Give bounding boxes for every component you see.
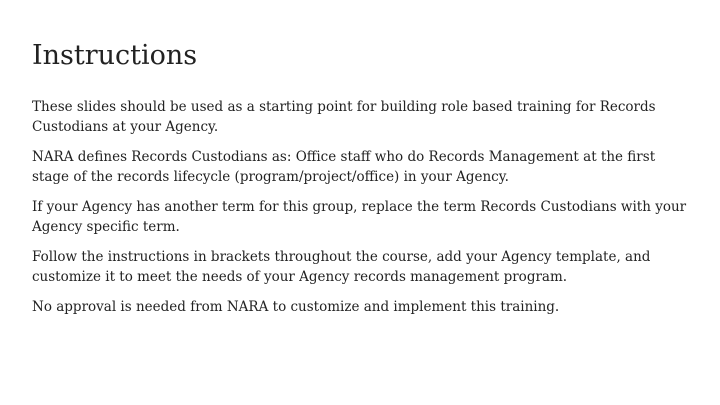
slide-body — [32, 97, 692, 327]
slide-title: Instructions — [32, 40, 198, 71]
paragraph-starting-point: These slides should be used as a starting point for building role based training for Records Custodians at your Agency. — [32, 99, 656, 135]
paragraph-nara-definition: NARA defines Records Custodians as: Office staff who do Records Management at the first stage of the records lifecycle (program/project/office) in your Agency. — [32, 149, 656, 185]
paragraph-replace-term: If your Agency has another term for this group, replace the term Records Custodians with your Agency specific term. — [32, 199, 687, 235]
paragraph-no-approval: No approval is needed from NARA to customize and implement this training. — [32, 299, 560, 315]
paragraph-follow-instructions: Follow the instructions in brackets throughout the course, add your Agency template, and customize it to meet the needs of your Agency records management program. — [32, 249, 651, 285]
